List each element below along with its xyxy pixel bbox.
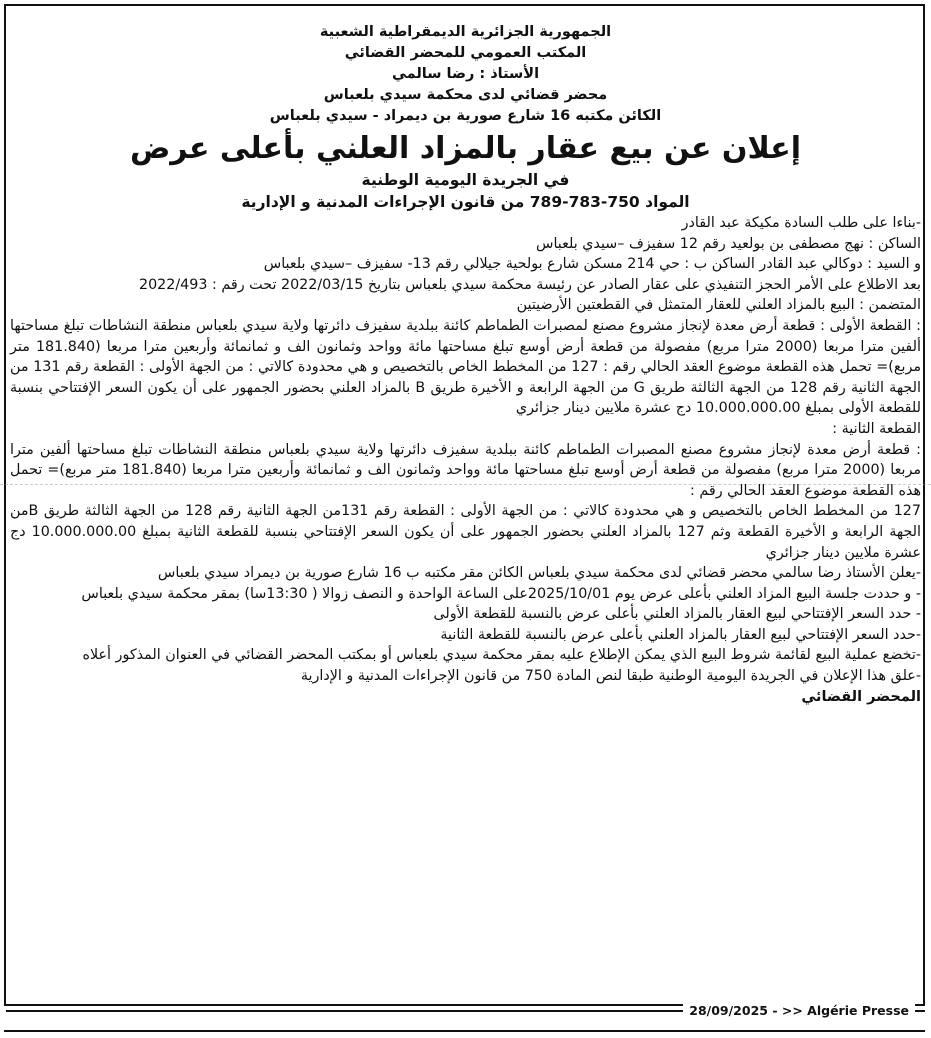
footer [0,1004,931,1024]
body-paragraph: -حدد السعر الإفتتاحي لبيع العقار بالمزاد العلني بأعلى عرض بالنسبة للقطعة الثانية [440,626,921,643]
header-republic: الجمهورية الجزائرية الديمقراطية الشعبية [319,24,612,40]
body-paragraph: - و حددت جلسة البيع المزاد العلني بأعلى عرض يوم 2025/10/01على الساعة الواحدة و النصف زوالا ( 13:30سا) بمقر محكمة سيدي بلعباس [81,585,921,602]
body-paragraph: -يعلن الأستاذ رضا سالمي محضر قضائي لدى محكمة سيدي بلعباس الكائن مقر مكتبه ب 16 شارع صورية بن ديمراد سيدي بلعباس [157,565,921,582]
body-paragraph: بعد الاطلاع على الأمر الحجز التنفيذي على عقار الصادر عن رئيسة محكمة سيدي بلعباس بتاريخ 2022/03/15 تحت رقم : 2022/493 [138,276,921,293]
body-paragraph: المتضمن : البيع بالمزاد العلني للعقار المتمثل في القطعتين الأرضيتين [516,297,921,314]
header-office: المكتب العمومي للمحضر القضائي [344,45,587,61]
notice-title: إعلان عن بيع عقار بالمزاد العلني بأعلى عرض [129,131,802,166]
body-paragraph: -تخضع عملية البيع لقائمة شروط البيع الذي يمكن الإطلاع عليه بمقر محكمة سيدي بلعباس أو بمكتب المحضر القضائي في العنوان المذكور أعلاه [82,647,921,664]
body-paragraph: -بناءا على طلب السادة مكيكة عبد القادر [681,215,921,231]
body-paragraph: 127 من المخطط الخاص بالتخصيص و هي محدودة كالاتي : من الجهة الأولى : القطعة رقم 131من الجهة الثانية رقم 128 من الجهة الثالثة طريق Bمن الجهة الرابعة و الأخيرة القطعة وثم 127 بالمزاد العلني بحضور الجمهور على أن يكون السعر الإفتتاحي بنسبة للقطعة الثانية بمبلغ 10.000.000.00 دج عشرة ملايين دينار جزائري [10,503,922,561]
body-paragraph: : قطعة أرض معدة لإنجاز مشروع مصنع المصبرات الطماطم كائنة ببلدية سفيزف دائرتها ولاية سيدي بلعباس منطقة النشاطات تبلغ مساحتها ألفين مترا مربعا (2000 مترا مربع) مفصولة من قطعة أرض أوسع تبلغ مساحتها مائة وواحد وثمانون الف و ثمانمائة وأربعين مترا مربعا (181.840 متر مربع)= تحمل هذه القطعة موضوع العقد الحالي رقم : [10,441,921,499]
footer-source: 28/09/2025 - >> Algérie Presse [683,1002,915,1020]
notice-content [10,22,921,708]
body-paragraph: الساكن : نهج مصطفى بن بولعيد رقم 12 سفيزف –سيدي بلعباس [536,235,921,252]
bottom-border [4,1030,925,1032]
body-paragraph: - حدد السعر الإفتتاحي لبيع العقار بالمزاد العلني بأعلى عرض بالنسبة للقطعة الأولى [433,606,921,623]
notice-articles: المواد 750-783-789 من قانون الإجراءات المدنية و الإدارية [241,193,690,211]
body-paragraph: : القطعة الأولى : قطعة أرض معدة لإنجاز مشروع مصنع لمصبرات الطماطم كائنة ببلدية سفيزف دائرتها ولاية سيدي بلعباس منطقة النشاطات تبلغ مساحتها ألفين مترا مربعا (2000 مترا مربع) مفصولة من قطعة أرض أوسع تبلغ مساحتها مائة وواحد وثمانون الف و ثمانمائة وأربعين مترا مربعا (181.840 متر مربع)= تحمل هذه القطعة موضوع العقد الحالي رقم : 127 من المخطط الخاص بالتخصيص و هي محدودة كالاتي : من الجهة الأولى : القطعة رقم 131 من الجهة الثانية رقم 128 من الجهة الثالثة طريق G من الجهة الرابعة و الأخيرة طريق B بالمزاد العلني بحضور الجمهور على أن يكون السعر الإفتتاحي بنسبة للقطعة الأولى بمبلغ 10.000.000.00 دج عشرة ملايين دينار جزائري [10,317,921,417]
header-address: الكائن مكتبه 16 شارع صورية بن ديمراد - سيدي بلعباس [269,108,662,124]
header-master: الأستاذ : رضا سالمي [391,66,540,82]
notice-body [10,213,921,687]
body-paragraph: و السيد : دوكالي عبد القادر الساكن ب : حي 214 مسكن شارع بولحية جيلالي رقم 13- سفيزف –سيدي بلعباس [263,256,921,273]
header-bailiff: محضر قضائي لدى محكمة سيدي بلعباس [323,87,608,103]
signature: المحضر القضائي [801,688,921,705]
body-paragraph: -علق هذا الإعلان في الجريدة اليومية الوطنية طبقا لنص المادة 750 من قانون الإجراءات المدنية و الإدارية [300,668,921,685]
body-paragraph: القطعة الثانية : [832,420,921,437]
notice-subtitle: في الجريدة اليومية الوطنية [361,171,570,189]
